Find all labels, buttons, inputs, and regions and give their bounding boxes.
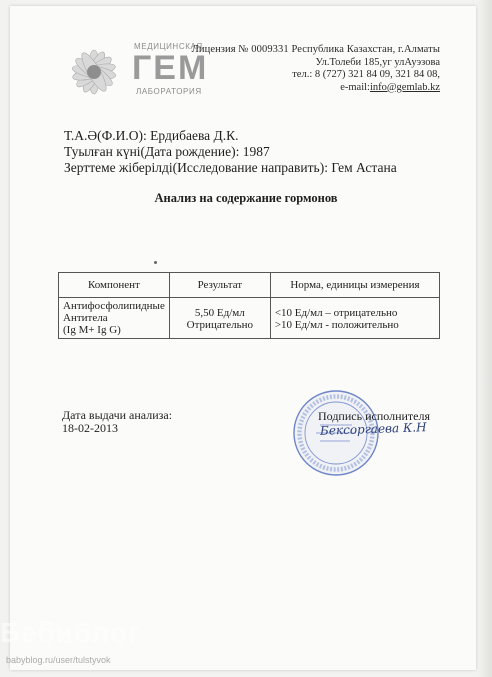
flower-logo-icon <box>62 38 130 100</box>
page-edge <box>478 0 492 677</box>
norm-line: >10 Ед/мл - положительно <box>274 319 399 331</box>
table-header-row <box>59 273 440 298</box>
result-value: 5,50 Ед/мл <box>194 307 245 319</box>
component-line: Антитела <box>63 312 108 324</box>
patient-info <box>64 128 397 176</box>
results-table <box>58 272 440 339</box>
lab-contacts <box>192 44 440 94</box>
norm-line: <10 Ед/мл – отрицательно <box>274 307 398 319</box>
norm-cell <box>270 298 439 339</box>
issue-date-block <box>62 409 172 435</box>
result-interpretation: Отрицательно <box>186 319 254 331</box>
watermark-url: babyblog.ru/user/tulstyvok <box>6 655 111 665</box>
table-row <box>59 298 440 339</box>
issue-date-label: Дата выдачи анализа: <box>62 408 173 422</box>
email-prefix: e-mail: <box>340 81 370 93</box>
header-norm: Норма, единицы измерения <box>270 273 439 298</box>
issue-date: 18-02-2013 <box>62 421 118 435</box>
component-line: (Ig M+ Ig G) <box>63 324 121 336</box>
license-line: Лицензия № 0009331 Республика Казахстан, г.Алматы <box>191 44 440 55</box>
signature-label: Подпись исполнителя <box>318 409 430 423</box>
document-title: Анализ на содержание гормонов <box>154 191 338 205</box>
component-line: Антифосфолипидные <box>63 300 165 312</box>
component-cell <box>59 298 170 339</box>
email-link[interactable]: info@gemlab.kz <box>369 81 440 93</box>
patient-referral: Зерттеме жіберілді(Исследование направить): Гем Астана <box>64 160 397 175</box>
address-line: Ул.Толеби 185,уг улАуэзова <box>315 56 440 68</box>
phone-line: тел.: 8 (727) 321 84 09, 321 84 08, <box>292 69 440 80</box>
ink-dot <box>154 261 157 264</box>
patient-name: Т.А.Ә(Ф.И.О): Ердибаева Д.К. <box>64 128 239 143</box>
logo-bottom-text: ЛАБОРАТОРИЯ <box>136 87 202 96</box>
patient-birth: Туылған күні(Дата рождение): 1987 <box>64 144 270 159</box>
header-result: Результат <box>169 273 270 298</box>
lab-logo <box>62 38 212 100</box>
handwritten-signature: Бексоргаева К.Н <box>319 420 427 438</box>
logo-top-text: МЕДИЦИНСКАЯ <box>134 42 203 51</box>
email-line <box>192 82 440 95</box>
result-cell <box>169 298 270 339</box>
watermark-logo: Бебиблог <box>0 617 141 648</box>
header-component: Компонент <box>59 273 170 298</box>
logo-main-text: ГЕМ <box>132 49 209 87</box>
